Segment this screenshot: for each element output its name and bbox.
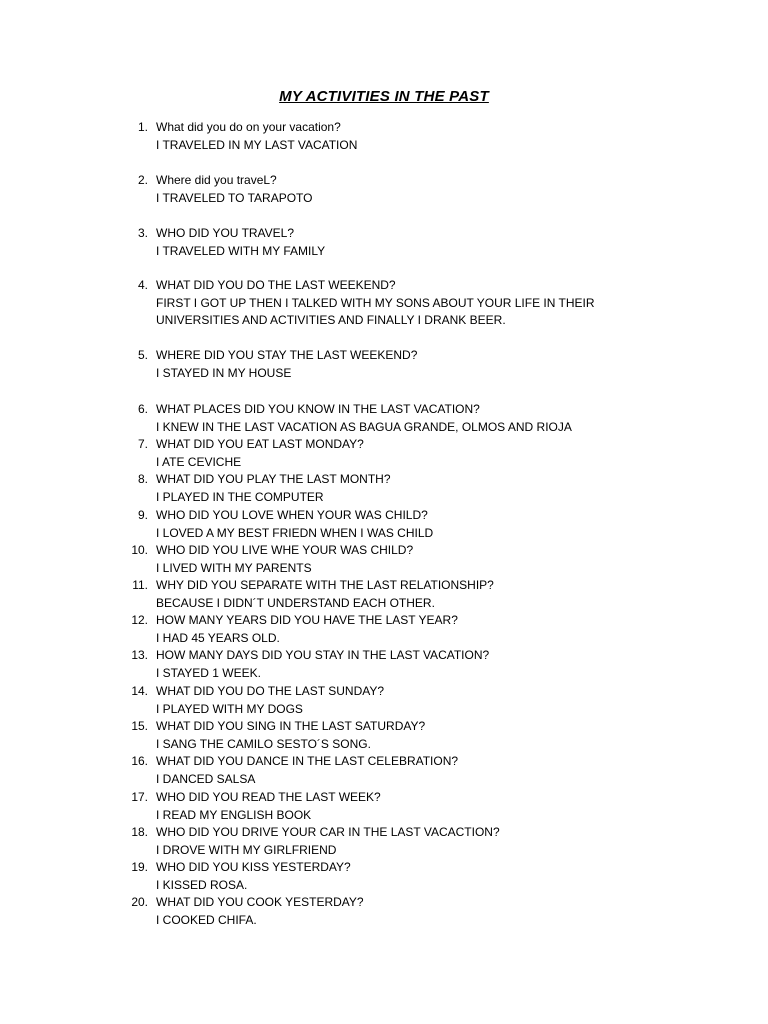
answer-text: I DROVE WITH MY GIRLFRIEND	[156, 842, 337, 857]
item-number: 13.	[131, 648, 148, 662]
question-text: WHERE DID YOU STAY THE LAST WEEKEND?	[156, 348, 418, 362]
item-number: 6.	[137, 402, 148, 416]
page-title: MY ACTIVITIES IN THE PAST	[279, 88, 489, 105]
answer-text: I TRAVELED WITH MY FAMILY	[156, 243, 326, 258]
item-number: 4.	[137, 278, 148, 292]
answer-text: I COOKED CHIFA.	[156, 912, 257, 927]
question-text: WHO DID YOU KISS YESTERDAY?	[156, 860, 351, 874]
question-text: WHAT DID YOU COOK YESTERDAY?	[156, 895, 364, 909]
answer-text: I PLAYED IN THE COMPUTER	[156, 489, 324, 504]
item-number: 11.	[132, 578, 148, 592]
question-text: WHO DID YOU TRAVEL?	[156, 226, 295, 240]
question-text: WHAT DID YOU DO THE LAST WEEKEND?	[156, 278, 396, 292]
question-text: HOW MANY YEARS DID YOU HAVE THE LAST YEAR?	[156, 613, 458, 627]
item-number: 12.	[131, 613, 148, 627]
answer-text: I ATE CEVICHE	[156, 454, 242, 469]
question-text: WHAT DID YOU EAT LAST MONDAY?	[156, 437, 364, 451]
question-text: WHAT DID YOU PLAY THE LAST MONTH?	[156, 472, 391, 486]
question-text: WHAT DID YOU DANCE IN THE LAST CELEBRATION?	[156, 754, 459, 768]
answer-text: I HAD 45 YEARS OLD.	[156, 630, 280, 645]
question-text: WHO DID YOU DRIVE YOUR CAR IN THE LAST VACACTION?	[156, 825, 500, 839]
question-text: WHY DID YOU SEPARATE WITH THE LAST RELATIONSHIP?	[156, 578, 494, 592]
question-text: WHAT DID YOU DO THE LAST SUNDAY?	[156, 684, 385, 698]
answer-text: I LIVED WITH MY PARENTS	[156, 560, 312, 575]
item-number: 17.	[131, 790, 148, 804]
answer-text: UNIVERSITIES AND ACTIVITIES AND FINALLY I DRANK BEER.	[156, 313, 506, 328]
question-text: WHO DID YOU LOVE WHEN YOUR WAS CHILD?	[156, 508, 428, 522]
item-number: 7.	[137, 437, 148, 451]
item-number: 10.	[131, 543, 148, 557]
answer-text: I STAYED 1 WEEK.	[156, 665, 261, 680]
item-number: 5.	[137, 348, 148, 362]
item-number: 18.	[131, 825, 148, 839]
answer-text: BECAUSE I DIDN´T UNDERSTAND EACH OTHER.	[156, 595, 435, 610]
item-number: 3.	[137, 226, 148, 240]
answer-text: I SANG THE CAMILO SESTO´S SONG.	[156, 736, 371, 751]
answer-text: I PLAYED WITH MY DOGS	[156, 701, 303, 716]
answer-text: I DANCED SALSA	[156, 771, 256, 786]
question-text: HOW MANY DAYS DID YOU STAY IN THE LAST VACATION?	[156, 648, 490, 662]
answer-text: FIRST I GOT UP THEN I TALKED WITH MY SONS ABOUT YOUR LIFE IN THEIR	[156, 295, 595, 310]
item-number: 2.	[137, 173, 148, 187]
answer-text: I KNEW IN THE LAST VACATION AS BAGUA GRANDE, OLMOS AND RIOJA	[156, 419, 572, 434]
question-text: WHO DID YOU READ THE LAST WEEK?	[156, 790, 381, 804]
answer-text: I READ MY ENGLISH BOOK	[156, 807, 312, 822]
answer-text: I KISSED ROSA.	[156, 877, 248, 892]
question-text: Where did you traveL?	[156, 173, 277, 187]
item-number: 1.	[137, 120, 148, 134]
answer-text: I STAYED IN MY HOUSE	[156, 365, 292, 380]
item-number: 20.	[131, 895, 148, 909]
question-text: WHAT PLACES DID YOU KNOW IN THE LAST VACATION?	[156, 402, 480, 416]
question-text: WHO DID YOU LIVE WHE YOUR WAS CHILD?	[156, 543, 414, 557]
item-number: 16.	[131, 754, 148, 768]
item-number: 9.	[137, 508, 148, 522]
question-text: What did you do on your vacation?	[156, 120, 341, 134]
answer-text: I LOVED A MY BEST FRIEDN WHEN I WAS CHILD	[156, 525, 434, 540]
answer-text: I TRAVELED TO TARAPOTO	[156, 190, 313, 205]
item-number: 8.	[137, 472, 148, 486]
item-number: 15.	[131, 719, 148, 733]
item-number: 14.	[131, 684, 148, 698]
answer-text: I TRAVELED IN MY LAST VACATION	[156, 137, 358, 152]
question-text: WHAT DID YOU SING IN THE LAST SATURDAY?	[156, 719, 426, 733]
item-number: 19.	[131, 860, 148, 874]
